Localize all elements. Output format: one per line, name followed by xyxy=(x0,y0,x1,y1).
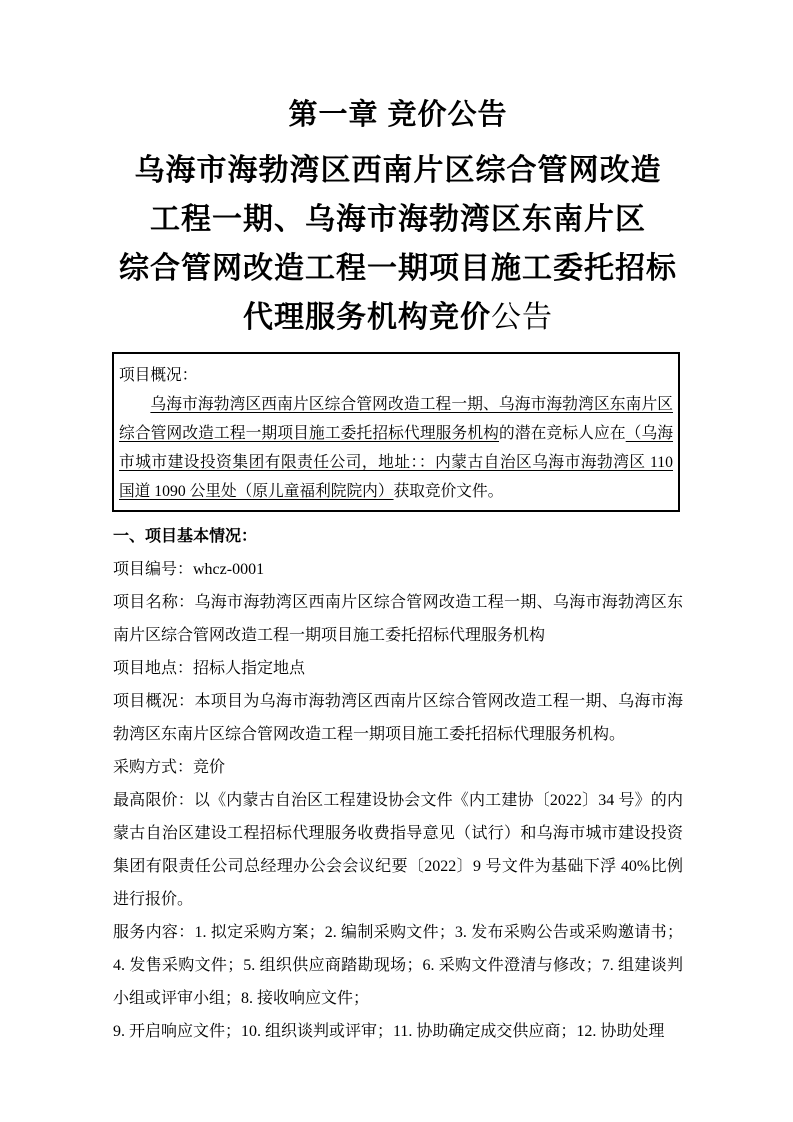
document-title-line-3: 综合管网改造工程一期项目施工委托招标 xyxy=(119,252,677,285)
chapter-title: 第一章 竞价公告 xyxy=(288,99,508,131)
document-title-line-2: 工程一期、乌海市海勃湾区东南片区 xyxy=(150,203,646,236)
document-title-line-4-tail: 公告 xyxy=(491,301,553,334)
project-overview-box xyxy=(112,352,680,512)
document-title-line-4-main: 代理服务机构竞价 xyxy=(243,301,491,334)
overview-plain-text-1: 的潜在竞标人应在 xyxy=(499,425,626,442)
overview-label: 项目概况： xyxy=(119,367,198,384)
document-title-line-4 xyxy=(113,293,683,342)
field-service-content-continued: 9. 开启响应文件；10. 组织谈判或评审；11. 协助确定成交供应商；12. 协助处理 xyxy=(113,1023,665,1040)
section-heading: 一、项目基本情况： xyxy=(113,528,258,545)
overview-plain-text-2: 获取竞价文件。 xyxy=(393,483,504,500)
overview-underlined-address: （乌海市城市建设投资集团有限责任公司，地址：：内蒙古自治区乌海市海勃湾区 110 国道 1090 公里处（原儿童福利院院内） xyxy=(119,425,674,500)
field-max-price: 最高限价：以《内蒙古自治区工程建设协会文件《内工建协〔2022〕34 号》的内蒙古自治区建设工程招标代理服务收费指导意见（试行）和乌海市城市建设投资集团有限责任公司总经理办公会会议纪要〔2022〕9 号文件为基础下浮 40%比例进行报价。 xyxy=(113,792,683,908)
field-procurement-method: 采购方式：竞价 xyxy=(113,759,226,776)
section-basic-info xyxy=(113,520,683,1048)
overview-underlined-project-name: 乌海市海勃湾区西南片区综合管网改造工程一期、乌海市海勃湾区东南片区综合管网改造工程一期项目施工委托招标代理服务机构 xyxy=(119,396,673,442)
field-project-overview: 项目概况：本项目为乌海市海勃湾区西南片区综合管网改造工程一期、乌海市海勃湾区东南片区综合管网改造工程一期项目施工委托招标代理服务机构。 xyxy=(113,693,683,743)
document-title xyxy=(113,146,683,342)
field-service-content: 服务内容：1. 拟定采购方案；2. 编制采购文件；3. 发布采购公告或采购邀请书；4. 发售采购文件；5. 组织供应商踏勘现场；6. 采购文件澄清与修改；7. 组建谈判小组或评审小组；8. 接收响应文件； xyxy=(113,924,683,1007)
field-project-location: 项目地点：招标人指定地点 xyxy=(113,660,306,677)
overview-paragraph xyxy=(119,390,673,506)
field-project-number: 项目编号：whcz-0001 xyxy=(113,561,265,578)
field-project-name: 项目名称：乌海市海勃湾区西南片区综合管网改造工程一期、乌海市海勃湾区东南片区综合管网改造工程一期项目施工委托招标代理服务机构 xyxy=(113,594,683,644)
document-title-line-1: 乌海市海勃湾区西南片区综合管网改造 xyxy=(134,154,662,187)
